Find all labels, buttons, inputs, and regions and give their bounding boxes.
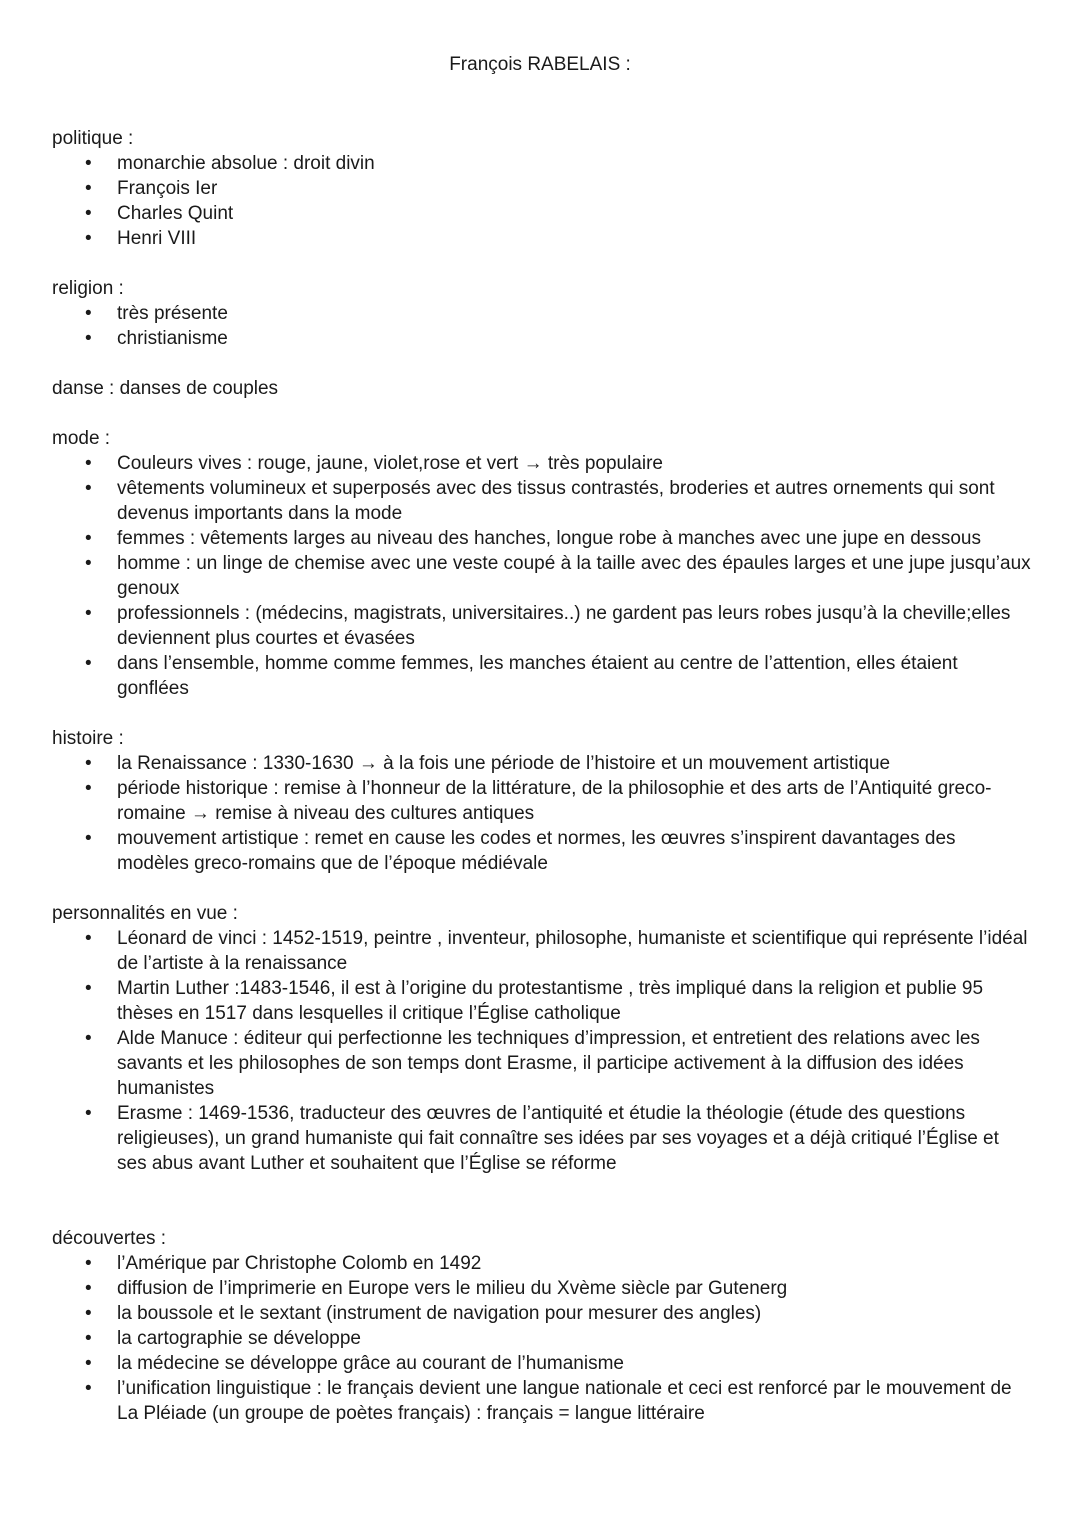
list-item (52, 926, 1032, 976)
list-item-text: la Renaissance : 1330-1630 → à la fois une période de l’histoire et un mouvement artistique (117, 753, 891, 774)
bullet-icon: • (85, 1028, 92, 1049)
bullet-list (52, 751, 1032, 876)
list-item (52, 1376, 1032, 1426)
bullet-icon: • (85, 1353, 92, 1374)
section-heading: découvertes : (52, 1228, 167, 1249)
section-heading: histoire : (52, 728, 124, 749)
list-item (52, 201, 1032, 226)
list-item (52, 1026, 1032, 1101)
list-item-text: monarchie absolue : droit divin (117, 153, 375, 174)
list-item-text: Erasme : 1469-1536, traducteur des œuvres de l’antiquité et étudie la théologie (étude des questions religieuses), un grand humaniste qui fait connaître ses idées par ses voyages et a déjà critiqué l’Église et ses abus avant Luther et souhaitent que l’Église se réforme (117, 1103, 999, 1174)
list-item-text: dans l’ensemble, homme comme femmes, les manches étaient au centre de l’attention, elles étaient gonflées (117, 653, 958, 699)
list-item (52, 1351, 1032, 1376)
bullet-icon: • (85, 453, 92, 474)
list-item-text: Henri VIII (117, 228, 197, 249)
section-decouvertes (52, 1226, 1032, 1426)
bullet-icon: • (85, 153, 92, 174)
section-mode (52, 426, 1032, 701)
bullet-icon: • (85, 1378, 92, 1399)
list-item (52, 551, 1032, 601)
list-item (52, 826, 1032, 876)
bullet-list (52, 151, 1032, 251)
section-religion (52, 276, 1032, 351)
section-heading: politique : (52, 128, 134, 149)
bullet-icon: • (85, 653, 92, 674)
bullet-icon: • (85, 478, 92, 499)
list-item (52, 1276, 1032, 1301)
bullet-list (52, 926, 1032, 1176)
bullet-list (52, 1251, 1032, 1426)
bullet-icon: • (85, 553, 92, 574)
bullet-icon: • (85, 203, 92, 224)
list-item (52, 1251, 1032, 1276)
list-item (52, 176, 1032, 201)
list-item-text: la boussole et le sextant (instrument de navigation pour mesurer des angles) (117, 1303, 762, 1324)
section-danse (52, 376, 1032, 401)
bullet-icon: • (85, 753, 92, 774)
list-item (52, 526, 1032, 551)
bullet-icon: • (85, 1278, 92, 1299)
list-item (52, 776, 1032, 826)
list-item (52, 301, 1032, 326)
section-personnalites (52, 901, 1032, 1176)
list-item (52, 651, 1032, 701)
list-item (52, 226, 1032, 251)
bullet-list (52, 451, 1032, 701)
list-item (52, 451, 1032, 476)
section-heading: danse : danses de couples (52, 378, 279, 399)
bullet-icon: • (85, 1103, 92, 1124)
bullet-list (52, 301, 1032, 351)
bullet-icon: • (85, 778, 92, 799)
list-item-text: François Ier (117, 178, 218, 199)
list-item (52, 751, 1032, 776)
list-item-text: Charles Quint (117, 203, 234, 224)
bullet-icon: • (85, 928, 92, 949)
bullet-icon: • (85, 303, 92, 324)
list-item (52, 1326, 1032, 1351)
bullet-icon: • (85, 178, 92, 199)
list-item (52, 601, 1032, 651)
list-item-text: Léonard de vinci : 1452-1519, peintre , inventeur, philosophe, humaniste et scientifique qui représente l’idéal de l’artiste à la renaissance (117, 928, 1028, 974)
list-item-text: l’Amérique par Christophe Colomb en 1492 (117, 1253, 482, 1274)
list-item-text: période historique : remise à l’honneur de la littérature, de la philosophie et des arts de l’Antiquité greco-romaine → remise à niveau des cultures antiques (117, 778, 992, 824)
list-item-text: diffusion de l’imprimerie en Europe vers le milieu du Xvème siècle par Gutenerg (117, 1278, 788, 1299)
section-histoire (52, 726, 1032, 876)
list-item (52, 476, 1032, 526)
section-heading: mode : (52, 428, 111, 449)
list-item-text: professionnels : (médecins, magistrats, universitaires..) ne gardent pas leurs robes jusqu’à la cheville;elles deviennent plus courtes et évasées (117, 603, 1011, 649)
section-heading: personnalités en vue : (52, 903, 238, 924)
bullet-icon: • (85, 1303, 92, 1324)
list-item-text: la médecine se développe grâce au courant de l’humanisme (117, 1353, 624, 1374)
list-item (52, 976, 1032, 1026)
list-item-text: la cartographie se développe (117, 1328, 362, 1349)
bullet-icon: • (85, 1328, 92, 1349)
list-item (52, 151, 1032, 176)
list-item-text: Alde Manuce : éditeur qui perfectionne les techniques d’impression, et entretient des relations avec les savants et les philosophes de son temps dont Erasme, il participe activement à la diffusion des idées humanistes (117, 1028, 980, 1099)
list-item (52, 1301, 1032, 1326)
bullet-icon: • (85, 528, 92, 549)
list-item-text: très présente (117, 303, 228, 324)
list-item-text: vêtements volumineux et superposés avec des tissus contrastés, broderies et autres ornements qui sont devenus importants dans la mode (117, 478, 995, 524)
document-body (52, 126, 1032, 1451)
list-item (52, 1101, 1032, 1176)
list-item-text: mouvement artistique : remet en cause les codes et normes, les œuvres s’inspirent davantages des modèles greco-romains que de l’époque médiévale (117, 828, 956, 874)
bullet-icon: • (85, 603, 92, 624)
bullet-icon: • (85, 328, 92, 349)
list-item-text: l’unification linguistique : le français devient une langue nationale et ceci est renforcé par le mouvement de La Pléiade (un groupe de poètes français) : français = langue littéraire (117, 1378, 1012, 1424)
list-item-text: christianisme (117, 328, 228, 349)
section-heading: religion : (52, 278, 124, 299)
list-item-text: Couleurs vives : rouge, jaune, violet,rose et vert → très populaire (117, 453, 663, 474)
page-title: François RABELAIS : (449, 54, 631, 75)
section-politique (52, 126, 1032, 251)
bullet-icon: • (85, 228, 92, 249)
list-item-text: femmes : vêtements larges au niveau des hanches, longue robe à manches avec une jupe en dessous (117, 528, 981, 549)
list-item-text: homme : un linge de chemise avec une veste coupé à la taille avec des épaules larges et une jupe jusqu’aux genoux (117, 553, 1031, 599)
list-item-text: Martin Luther :1483-1546, il est à l’origine du protestantisme , très impliqué dans la religion et publie 95 thèses en 1517 dans lesquelles il critique l’Église catholique (117, 978, 984, 1024)
bullet-icon: • (85, 978, 92, 999)
bullet-icon: • (85, 828, 92, 849)
bullet-icon: • (85, 1253, 92, 1274)
list-item (52, 326, 1032, 351)
